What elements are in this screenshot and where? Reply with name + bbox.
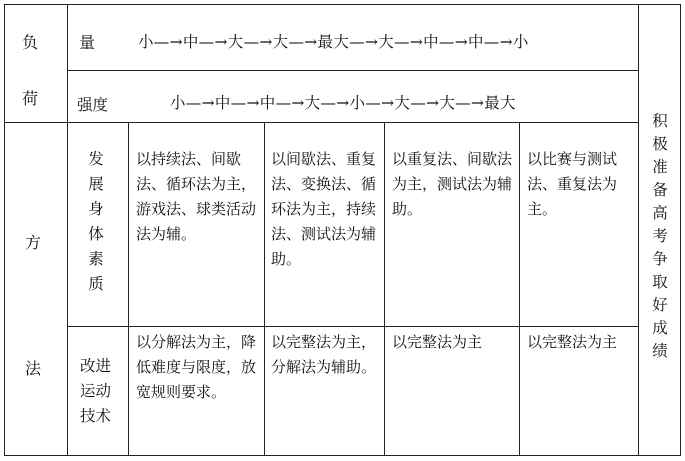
technique-label: 改进运动技术 (80, 357, 112, 425)
physical-cell-3: 以重复法、间歇法为主，测试法为辅助。 (392, 150, 513, 218)
load-title-bottom: 荷 (22, 89, 39, 108)
technique-cell-2: 以完整法为主，分解法为辅助。 (271, 333, 377, 376)
physical-cell-2: 以间歇法、重复法、变换法、循环法为主，持续法、测试法为辅助。 (271, 150, 377, 268)
load-title-top: 负 (22, 33, 39, 52)
intensity-label: 强度 (77, 96, 109, 114)
intensity-sequence: 小—→中—→中—→大—→小—→大—→大—→最大 (170, 94, 516, 112)
side-note: 积极准备高考争取好成绩 (652, 112, 668, 360)
physical-cell-4: 以比赛与测试法、重复法为主。 (527, 150, 618, 218)
physical-cell-1: 以持续法、间歇法、循环法为主，游戏法、球类活动法为辅。 (136, 150, 257, 243)
technique-cell-4: 以完整法为主 (527, 333, 618, 351)
method-title-top: 方 (25, 233, 42, 252)
method-title-bottom: 法 (25, 359, 42, 378)
volume-label: 量 (79, 33, 96, 52)
physical-fitness-label: 发展身体素质 (88, 150, 104, 293)
technique-cell-1: 以分解法为主，降低难度与限度，放宽规则要求。 (136, 333, 257, 401)
technique-cell-3: 以完整法为主 (392, 333, 483, 351)
volume-sequence: 小—→中—→大—→大—→最大—→大—→中—→中—→小 (138, 33, 529, 51)
